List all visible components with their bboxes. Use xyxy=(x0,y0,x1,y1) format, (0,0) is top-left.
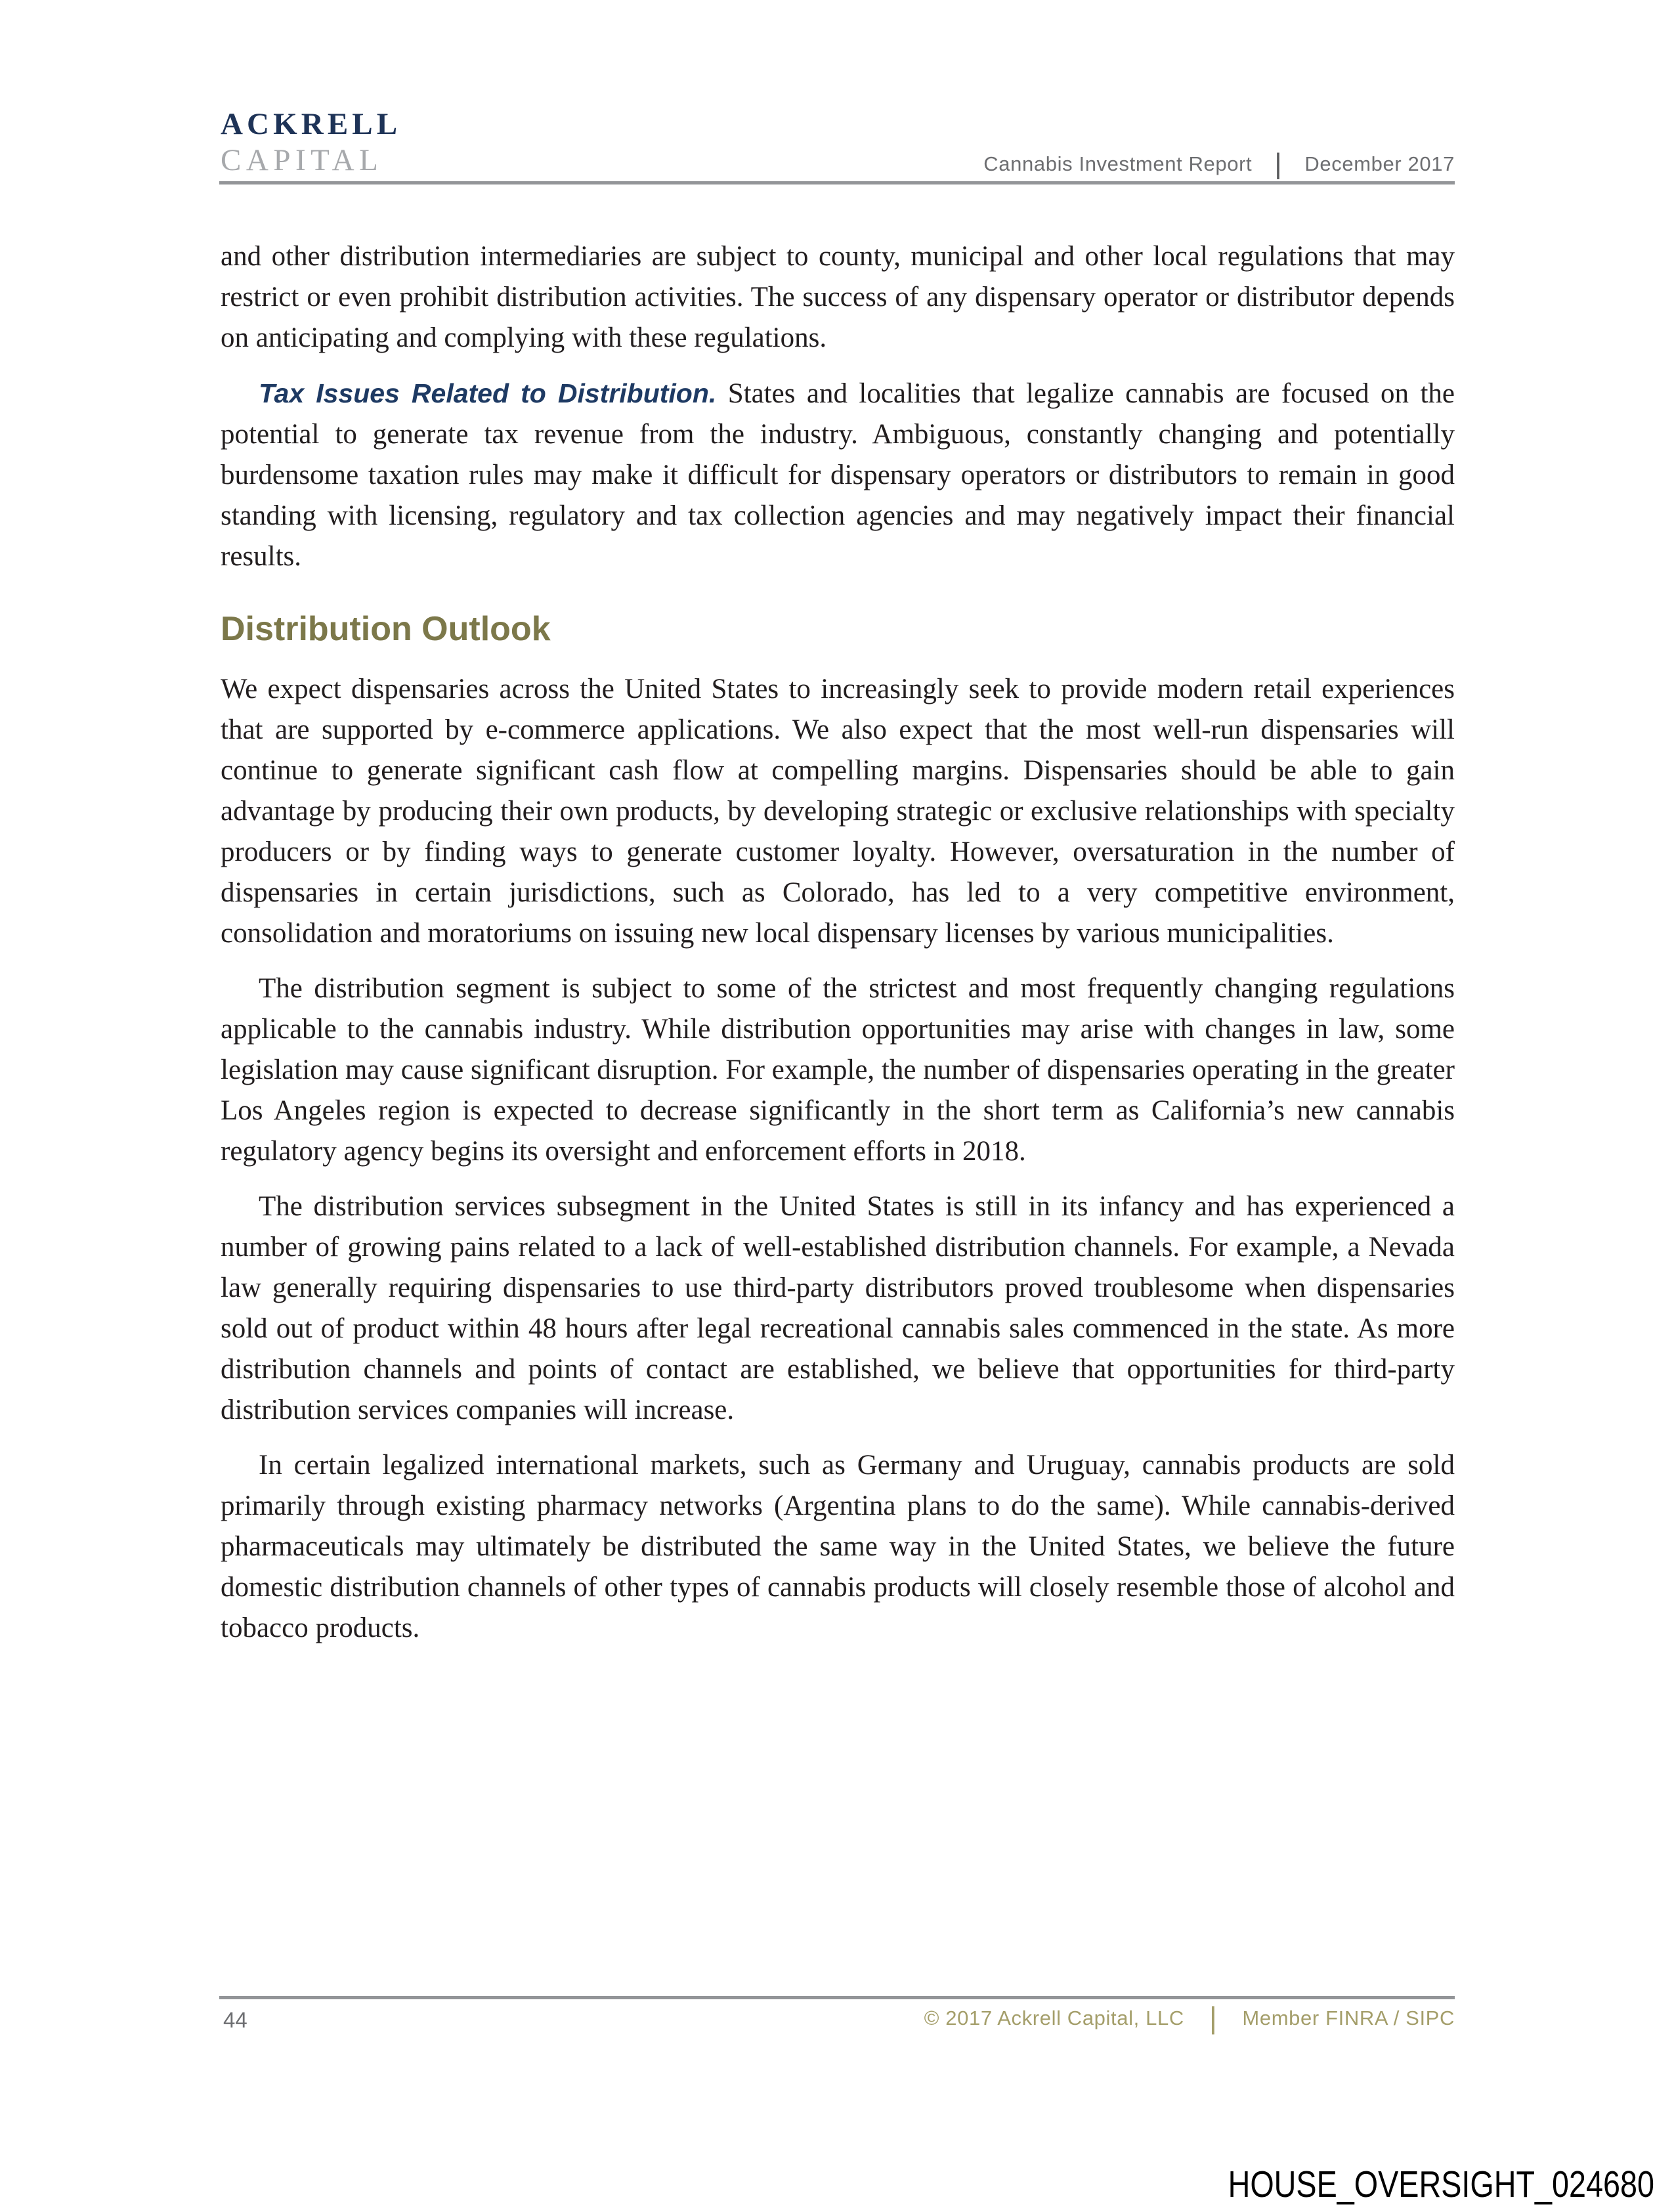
paragraph-text: The distribution segment is subject to some of the strictest and most frequently changing regulations applicable to the cannabis industry. While distribution opportunities may arise with changes in law, some legislation may cause significant disruption. For example, the number of dispensaries operating in the greater Los Angeles region is expected to decrease significantly in the short term as California’s new cannabis regulatory agency begins its oversight and enforcement efforts in 2018. xyxy=(221,972,1455,1167)
membership-text: Member FINRA / SIPC xyxy=(1242,2006,1455,2029)
body-paragraph xyxy=(221,1186,1455,1431)
paragraph-text: In certain legalized international markets, such as Germany and Uruguay, cannabis products are sold primarily through existing pharmacy networks (Argentina plans to do the same). While cannabis-derived pharmaceuticals may ultimately be distributed the same way in the United States, we believe the future domestic distribution channels of other types of cannabis products will closely resemble those of alcohol and tobacco products. xyxy=(221,1449,1455,1643)
page-number: 44 xyxy=(223,2008,247,2032)
footer-rule xyxy=(219,1996,1455,1999)
paragraph-text: We expect dispensaries across the United States to increasingly seek to provide modern retail experiences that are supported by e-commerce applications. We also expect that the most well-run dispensaries will continue to generate significant cash flow at compelling margins. Dispensaries should be able to gain advantage by producing their own products, by developing strategic or exclusive relationships with specialty producers or by finding ways to generate customer loyalty. However, oversaturation in the number of dispensaries in certain jurisdictions, such as Colorado, has led to a very competitive environment, consolidation and moratoriums on issuing new local dispensary licenses by various municipalities. xyxy=(221,673,1455,949)
section-heading: Distribution Outlook xyxy=(221,610,551,648)
header-rule xyxy=(219,181,1455,184)
bates-number: HOUSE_OVERSIGHT_024680 xyxy=(1228,2163,1654,2205)
body-paragraph xyxy=(221,236,1455,358)
body-paragraph xyxy=(221,373,1455,577)
paragraph-text: States and localities that legalize cannabis are focused on the potential to generate tax revenue from the industry. Ambiguous, constantly changing and potentially burdensome taxation rules may make it difficult for dispensary operators or distributors to remain in good standing with licensing, regulatory and tax collection agencies and may negatively impact their financial results. xyxy=(221,378,1455,572)
body-paragraph xyxy=(221,669,1455,954)
body-paragraph xyxy=(221,1445,1455,1649)
company-logo xyxy=(221,109,401,176)
copyright-text: © 2017 Ackrell Capital, LLC xyxy=(924,2006,1184,2029)
footer-divider-bar: | xyxy=(1209,2001,1218,2035)
report-title: Cannabis Investment Report xyxy=(983,152,1253,175)
tax-issues-lead: Tax Issues Related to Distribution. xyxy=(259,378,717,408)
report-date: December 2017 xyxy=(1304,152,1455,175)
logo-ackrell: ACKRELL xyxy=(221,107,402,141)
footer-meta xyxy=(924,2001,1455,2035)
body-paragraph xyxy=(221,968,1455,1172)
page-content xyxy=(221,236,1455,1663)
header-divider-bar: | xyxy=(1274,147,1283,180)
header-meta xyxy=(983,0,1455,180)
paragraph-text: and other distribution intermediaries are subject to county, municipal and other local regulations that may restrict or even prohibit distribution activities. The success of any dispensary operator or distributor depends on anticipating and complying with these regulations. xyxy=(221,241,1455,353)
logo-capital: CAPITAL xyxy=(221,143,383,177)
paragraph-text: The distribution services subsegment in the United States is still in its infancy and has experienced a number of growing pains related to a lack of well-established distribution channels. For example, a Nevada law generally requiring dispensaries to use third-party distributors proved troublesome when dispensaries sold out of product within 48 hours after legal recreational cannabis sales commenced in the state. As more distribution channels and points of contact are established, we believe that opportunities for third-party distribution services companies will increase. xyxy=(221,1190,1455,1425)
